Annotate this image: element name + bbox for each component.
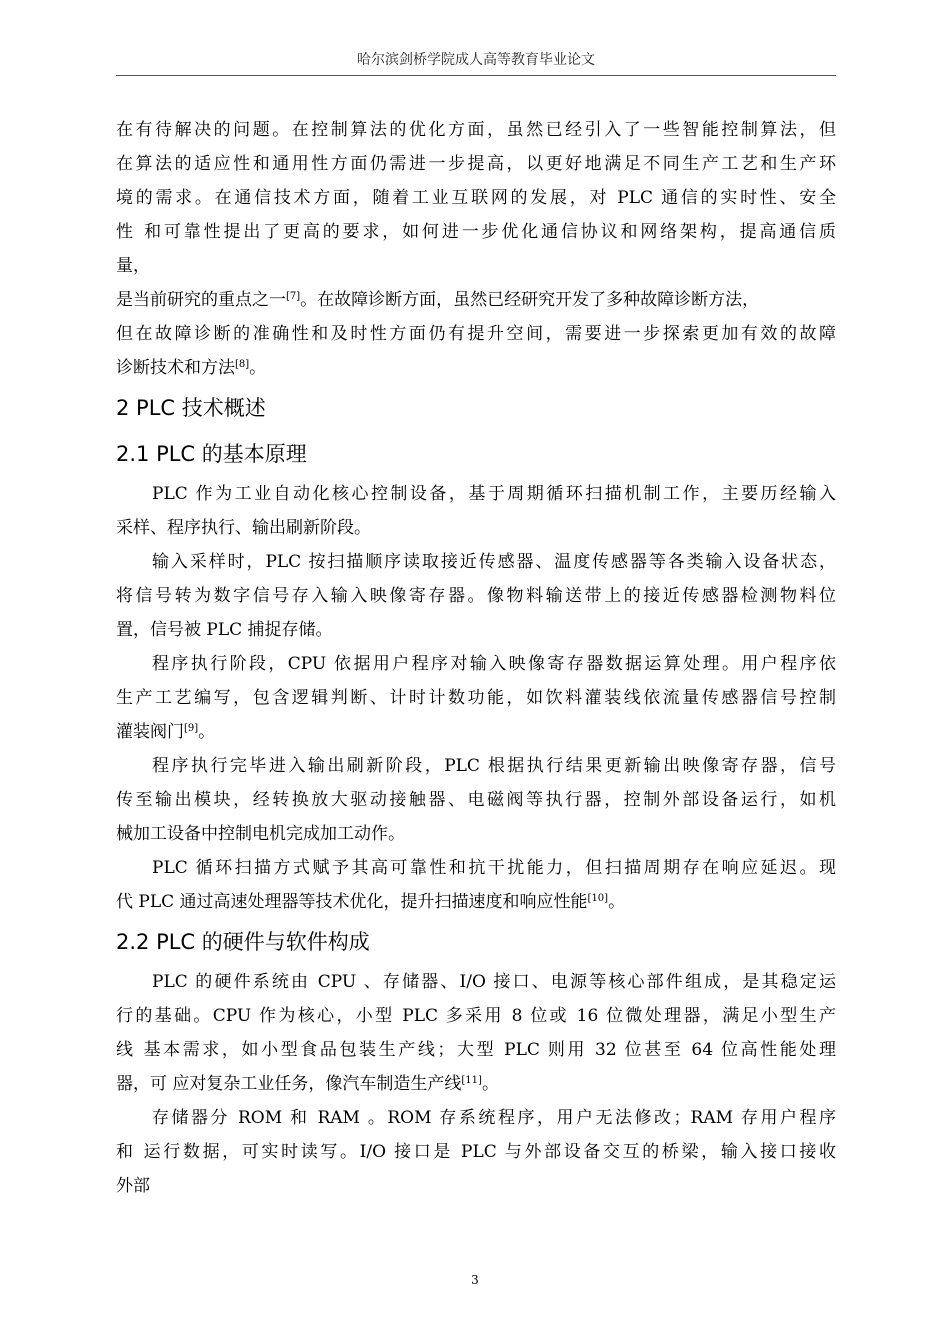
body-line: 传至输出模块，经转换放大驱动接触器、电磁阀等执行器，控制外部设备运行，如机 [116,790,836,810]
section-heading: 2.1 PLC 的基本原理 [116,442,307,466]
citation-ref: [9] [184,723,199,734]
body-line [116,1067,836,1101]
header-rule [116,75,836,76]
body-line: 量， [116,256,150,276]
body-text: 代 PLC 通过高速处理器等技术优化，提升扫描速度和响应性能 [116,892,588,912]
body-line: 行的基础。CPU 作为核心，小型 PLC 多采用 8 位或 16 位微处理器，满足小型生产 [116,1006,836,1026]
body-text: 。在故障诊断方面，虽然已经研究开发了多种故障诊断方法， [300,290,760,310]
body-line: PLC 的硬件系统由 CPU 、存储器、I/O 接口、电源等核心部件组成，是其稳定运 [152,972,836,992]
body-text: 诊断技术和方法 [116,358,235,378]
body-line: 程序执行完毕进入输出刷新阶段，PLC 根据执行结果更新输出映像寄存器，信号 [152,756,836,776]
body-line: 置，信号被 PLC 捕捉存储。 [116,620,333,640]
body-text: 。 [608,892,626,912]
body-line: PLC 循环扫描方式赋予其高可靠性和抗干扰能力，但扫描周期存在响应延迟。现 [152,858,836,878]
body-line: 械加工设备中控制电机完成加工动作。 [116,824,405,844]
body-line: 外部 [116,1176,150,1196]
body-text: 是当前研究的重点之一 [116,290,286,310]
body-line: 在有待解决的问题。在控制算法的优化方面，虽然已经引入了一些智能控制算法，但 [116,120,836,140]
page-number: 3 [471,1273,479,1287]
citation-ref: [11] [461,1075,482,1086]
body-text: 。 [198,722,216,742]
citation-ref: [7] [286,291,301,302]
page-body [116,113,836,1203]
body-line: 生产工艺编写，包含逻辑判断、计时计数功能，如饮料灌装线依流量传感器信号控制 [116,688,836,708]
citation-ref: [10] [587,893,609,904]
body-line [116,283,836,317]
body-line: 将信号转为数字信号存入输入映像寄存器。像物料输送带上的接近传感器检测物料位 [116,586,836,606]
body-text: 。 [481,1074,499,1094]
body-line [116,351,836,385]
page-header: 哈尔滨剑桥学院成人高等教育毕业论文 [357,52,595,68]
chapter-heading: 2 PLC 技术概述 [116,396,266,420]
body-line: 境的需求。在通信技术方面，随着工业互联网的发展，对 PLC 通信的实时性、安全 [116,188,836,208]
body-line: 但在故障诊断的准确性和及时性方面仍有提升空间，需要进一步探索更加有效的故障 [116,324,836,344]
citation-ref: [8] [235,359,250,370]
body-line: 线 基本需求，如小型食品包装生产线；大型 PLC 则用 32 位甚至 64 位高性能处理 [116,1040,836,1060]
body-line: 程序执行阶段，CPU 依据用户程序对输入映像寄存器数据运算处理。用户程序依 [152,654,836,674]
body-line: 存储器分 ROM 和 RAM 。ROM 存系统程序，用户无法修改；RAM 存用户程序 [152,1108,836,1128]
body-line: PLC 作为工业自动化核心控制设备，基于周期循环扫描机制工作，主要历经输入 [152,484,836,504]
body-line: 输入采样时，PLC 按扫描顺序读取接近传感器、温度传感器等各类输入设备状态， [152,552,836,572]
body-text: 灌装阀门 [116,722,184,742]
body-line: 性 和可靠性提出了更高的要求，如何进一步优化通信协议和网络架构，提高通信质 [116,222,836,242]
body-line [116,715,836,749]
body-text: 。 [249,358,267,378]
body-line: 和 运行数据，可实时读写。I/O 接口是 PLC 与外部设备交互的桥梁，输入接口接收 [116,1142,836,1162]
body-text: 器，可 应对复杂工业任务，像汽车制造生产线 [116,1074,462,1094]
section-heading: 2.2 PLC 的硬件与软件构成 [116,930,370,954]
body-line: 采样、程序执行、输出刷新阶段。 [116,518,371,538]
body-line: 在算法的适应性和通用性方面仍需进一步提高，以更好地满足不同生产工艺和生产环 [116,154,836,174]
body-line [116,885,836,919]
